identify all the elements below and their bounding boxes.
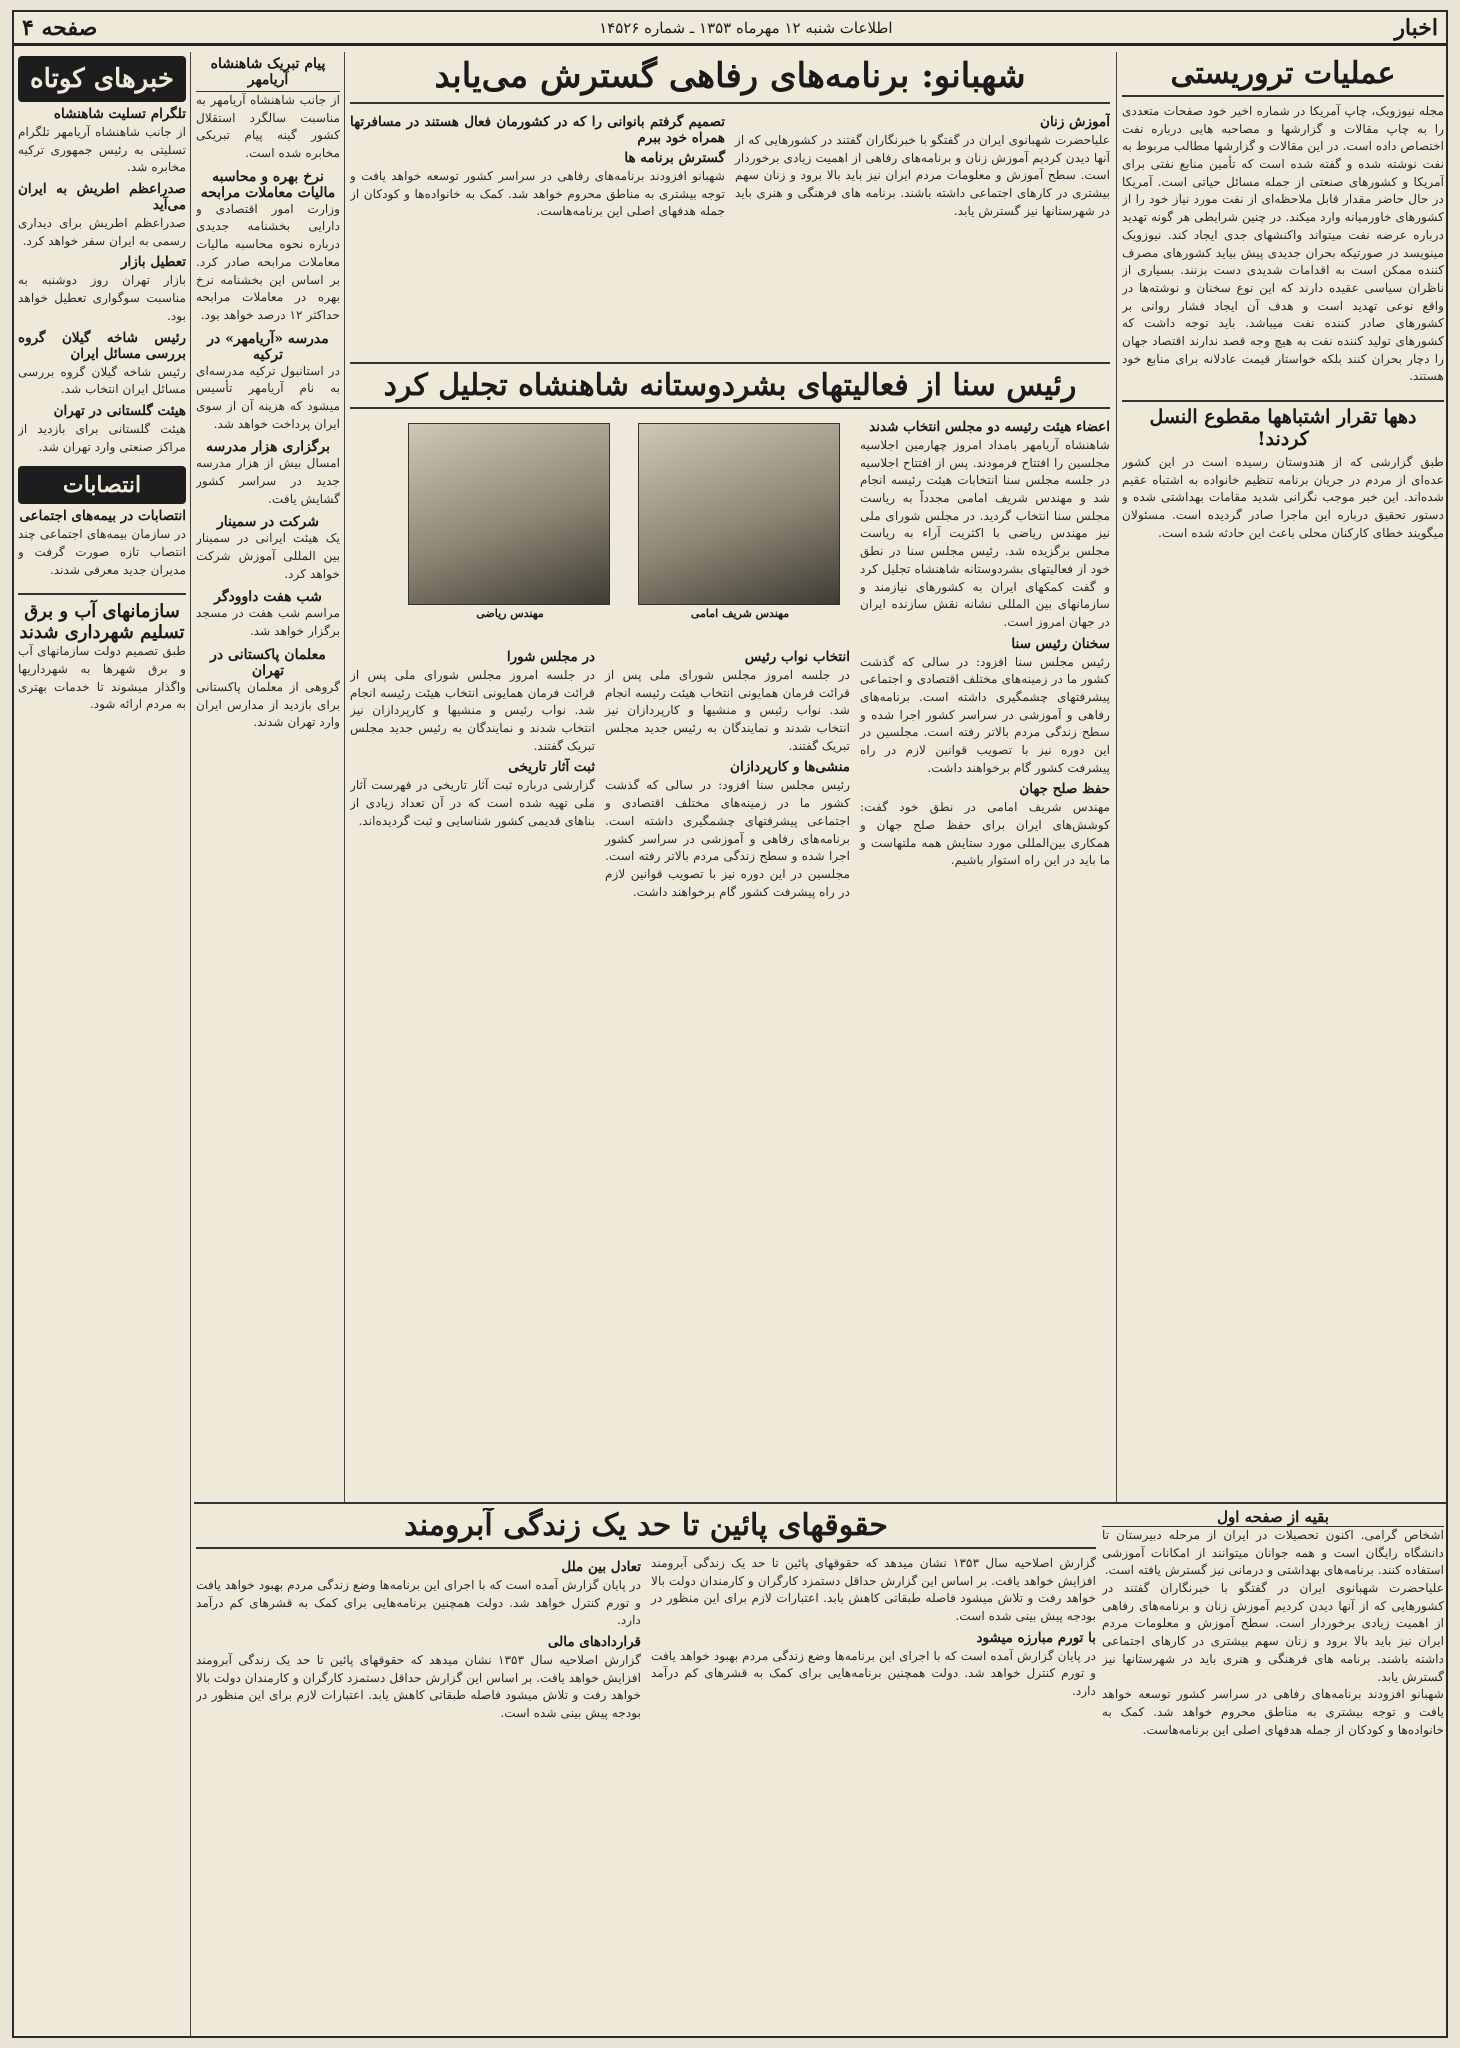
article-body: طبق تصمیم دولت سازمانهای آب و برق شهرها به شهرداریها واگذار میشوند تا خدمات بهتری به مردم ارائه شود. [18, 644, 186, 712]
appointments-banner: انتصابات [18, 466, 186, 504]
article-body: رئیس مجلس سنا افزود: در سالی که گذشت کشور ما در زمینه‌های مختلف اقتصادی و اجتماعی پیشرفتهای چشمگیری داشته است. برنامه‌های رفاهی و آموزشی در سراسر کشور اجرا شده و سطح زندگی مردم بالاتر رفته است. مجلسین در این دوره نیز با تصویب قوانین لازم در راه پیشرفت کشور گام برخواهند داشت. [860, 654, 1110, 775]
page-number: صفحه ۴ [22, 14, 98, 41]
headline: شهبانو: برنامه‌های رفاهی گسترش می‌یابد [350, 56, 1110, 104]
article-body: گروهی از معلمان پاکستانی برای بازدید از مدارس ایران وارد تهران شدند. [196, 679, 340, 730]
article-body: از جانب شاهنشاه آریامهر به مناسبت سالگرد استقلال کشور گینه پیام تبریکی مخابره شده است. [196, 93, 340, 161]
subheading: سخنان رئیس سنا [1011, 635, 1110, 652]
newspaper-page [12, 10, 1448, 2038]
article-shahbanu [350, 56, 1110, 356]
subheading: تعادل بین ملل [561, 1559, 641, 1575]
article-body: رئیس شاخه گیلان گروه بررسی مسائل ایران انتخاب شد. [18, 364, 186, 397]
article-body: علیاحضرت شهبانوی ایران در گفتگو با خبرنگاران گفتند در کشورهایی که از آنها دیدن کردیم آموزش زنان و برنامه‌های رفاهی از اهمیت زیادی برخوردار است. سطح آموزش و معلومات مردم ایران نیز باید بالا برود و زنان سهم بیشتری در کارهای اجتماعی داشته باشند. برنامه های فرهنگی و هنری باید در شهرستانها نیز گسترش یابد. [1102, 1581, 1444, 1684]
article-body: از جانب شاهنشاه آریامهر تلگرام تسلیتی به رئیس جمهوری ترکیه مخابره شد. [18, 125, 186, 175]
article-body: امسال بیش از هزار مدرسه جدید در سراسر کشور گشایش یافت. [196, 456, 340, 506]
article-title: عملیات تروریستی [1122, 56, 1444, 97]
column-rule [344, 52, 345, 1502]
subheading: رئیس شاخه گیلان گروه بررسی مسائل ایران [18, 329, 186, 362]
article-body: مجله نیوزویک، چاپ آمریکا در شماره اخیر خود صفحات متعددی را به چاپ مقالات و گزارشها و مصاحبه هایی درباره نفت اختصاص داده است. در این مقالات و گزارشها مطالب مربوط به نفت نوشته شده و گفته شده است که تأمین منابع نفتی برای آمریکا و کشورهای صنعتی از جمله مسائل حیاتی است. آمریکا در حال حاضر مقدار قابل ملاحظه‌ای از نفت مورد نیاز خود را از کشورهای خاورمیانه وارد میکند. در چنین شرایطی هر گونه تهدید درباره عرضه نفت میتواند واکنشهای جدی ایجاد کند. نیوزویک مینویسد در صورتیکه بحران جدیدی پیش بیاید کشورهای مصرف کننده ممکن است به اقدامات شدیدی دست بزنند. بسیاری از ناظران سیاسی عقیده دارند که این نوع سخنان و نوشته‌ها در واقع نوعی تهدید است و هدف آن ایجاد فشار روانی بر کشورهای صادر کننده نفت میباشد. باید توجه داشت که کشورهای تولید کننده نفت به هیچ وجه قصد ندارند اقتصاد جهان را دچار بحران کنند بلکه خواستار قیمت عادلانه برای منابع خود هستند. [1122, 104, 1444, 384]
subheading: اعضاء هیئت رئیسه دو مجلس انتخاب شدند [869, 419, 1110, 435]
article-body: گزارشی درباره ثبت آثار تاریخی در فهرست آثار ملی تهیه شده است که در آن تعداد زیادی از بناهای قدیمی کشور شناسایی و ثبت گردیده‌اند. [350, 778, 595, 828]
article-body: هیئت گلستانی برای بازدید از مراکز صنعتی وارد تهران شد. [18, 421, 186, 454]
article-title: پیام تبریک شاهنشاه آریامهر [196, 56, 340, 92]
article-body: در پایان گزارش آمده است که با اجرای این برنامه‌ها وضع زندگی مردم بهبود خواهد یافت و تورم کنترل خواهد شد. دولت همچنین برنامه‌هایی برای کمک به قشرهای کم درآمد دارد. [651, 1648, 1096, 1699]
portrait-photo [638, 423, 840, 605]
article-title: برگزاری هزار مدرسه [206, 439, 330, 456]
article-body: وزارت امور اقتصادی و دارایی بخشنامه جدیدی درباره نحوه محاسبه مالیات معاملات مرابحه صادر کرد. بر اساس این بخشنامه نرخ بهره در معاملات مرابحه حداکثر ۱۲ درصد خواهد بود. [196, 201, 340, 322]
article-body: در سازمان بیمه‌های اجتماعی چند انتصاب تازه صورت گرفت و مدیران جدید معرفی شدند. [18, 527, 186, 577]
article-body: شاهنشاه آریامهر بامداد امروز چهارمین اجلاسیه مجلسین را افتتاح فرمودند. پس از افتتاح اجلاسیه در جلسه مجلس سنا انتخابات هیئت رئیسه انجام شد و مهندس شریف امامی مجدداً به ریاست مجلس سنا انتخاب گردید. در مجلس شورای ملی نیز مهندس ریاضی با اکثریت آراء به ریاست مجلس برگزیده شد. رئیس مجلس سنا در نطق خود از فعالیتهای بشردوستانه شاهنشاه تجلیل کرد و گفت کمکهای ایران به کشورهای نیازمند و سازمانهای بین المللی نشانه نقش سازنده ایران در جهان امروز است. [860, 438, 1110, 629]
issue-info: اطلاعات شنبه ۱۲ مهرماه ۱۳۵۳ ـ شماره ۱۴۵۲۶ [599, 18, 893, 37]
subheading: گسترش برنامه ها [624, 150, 725, 166]
article-title: شب هفت داوودگر [214, 589, 322, 606]
article-title: بقیه از صفحه اول [1102, 1508, 1444, 1527]
article-body: شهبانو افزودند برنامه‌های رفاهی در سراسر کشور توسعه خواهد یافت و توجه بیشتری به مناطق محروم خواهد شد. کمک به خانواده‌ها و کودکان از جمله هدفهای اصلی این برنامه‌هاست. [1102, 1687, 1444, 1737]
article-body: مهندس شریف امامی در نطق خود گفت: کوشش‌های ایران برای حفظ صلح جهان و همکاری بین‌المللی مورد ستایش همه ملتهاست و ما باید در این راه استوار باشیم. [860, 800, 1110, 868]
subheading: تلگرام تسلیت شاهنشاه [53, 106, 186, 122]
article-body: در جلسه امروز مجلس شورای ملی پس از قرائت فرمان همایونی انتخاب هیئت رئیسه انجام شد. نواب رئیس و منشیها و کارپردازان نیز انتخاب شدند و نمایندگان به رئیس جدید مجلس تبریک گفتند. [350, 668, 595, 753]
article-body: مراسم شب هفت در مسجد برگزار خواهد شد. [196, 606, 340, 639]
article-body: در پایان گزارش آمده است که با اجرای این برنامه‌ها وضع زندگی مردم بهبود خواهد یافت و تورم کنترل خواهد شد. دولت همچنین برنامه‌هایی برای کمک به قشرهای کم درآمد دارد. [196, 1578, 641, 1628]
article-body: صدراعظم اطریش برای دیداری رسمی به ایران سفر خواهد کرد. [18, 216, 186, 248]
article-title: معلمان پاکستانی در تهران [210, 646, 326, 679]
photo-caption: مهندس ریاضی [476, 607, 544, 620]
article-body: بازار تهران روز دوشنبه به مناسبت سوگواری تعطیل خواهد بود. [18, 273, 186, 323]
article-title: شرکت در سمینار [217, 514, 319, 531]
column-rule [190, 52, 191, 2038]
subheading: تصمیم گرفتم بانوانی را که در کشورمان فعال هستند در مسافرتها همراه خود ببرم [350, 114, 725, 146]
article-continued [1102, 1508, 1444, 2034]
article-title: نرخ بهره و محاسبه مالیات معاملات مرابحه [200, 168, 336, 201]
column-rule [1116, 52, 1117, 1502]
article-body: گزارش اصلاحیه سال ۱۳۵۳ نشان میدهد که حقوقهای پائین تا حد یک زندگی آبرومند افزایش خواهد یافت. بر اساس این گزارش حداقل دستمزد کارگران و کارمندان دولت بالا خواهد رفت و تلاش میشود فاصله طبقاتی کاهش یابد. اعتبارات لازم برای این منظور در بودجه پیش بینی شده است. [196, 1653, 641, 1721]
subheading: صدراعظم اطریش به ایران می‌آید [18, 181, 186, 214]
subheading: آموزش زنان [1040, 114, 1110, 130]
article-title: دهها تقرار اشتباهها مقطوع النسل کردند! [1122, 400, 1444, 450]
section-logo: اخبار [1394, 14, 1438, 41]
subheading: قراردادهای مالی [547, 1634, 641, 1651]
article-body: شهبانو افزودند برنامه‌های رفاهی در سراسر کشور توسعه خواهد یافت و توجه بیشتری به مناطق محروم خواهد شد. کمک به خانواده‌ها و کودکان از جمله هدفهای اصلی این برنامه‌هاست. [350, 169, 725, 219]
article-body: یک هیئت ایرانی در سمینار بین المللی آموزش شرکت خواهد کرد. [196, 531, 340, 581]
article-body: در جلسه امروز مجلس شورای ملی پس از قرائت فرمان همایونی انتخاب هیئت رئیسه انجام شد. نواب رئیس و منشیها و کارپردازان نیز انتخاب شدند و نمایندگان به رئیس جدید مجلس تبریک گفتند. [605, 668, 850, 753]
subheading: تعطیل بازار [120, 254, 186, 271]
article-body: در استانبول ترکیه مدرسه‌ای به نام آریامهر تأسیس میشود که هزینه آن از سوی ایران پرداخت خواهد شد. [196, 363, 340, 431]
section-rule [194, 1502, 1448, 1504]
article-title: سازمانهای آب و برق تسلیم شهرداری شدند [18, 593, 186, 643]
photo-caption: مهندس شریف امامی [690, 607, 790, 620]
article-body: علیاحضرت شهبانوی ایران در گفتگو با خبرنگاران گفتند در کشورهایی که از آنها دیدن کردیم آموزش زنان و برنامه‌های رفاهی از اهمیت زیادی برخوردار است. سطح آموزش و معلومات مردم ایران نیز باید بالا برود و زنان سهم بیشتری در کارهای اجتماعی داشته باشند. برنامه های فرهنگی و هنری باید در شهرستانها نیز گسترش یابد. [735, 133, 1110, 218]
subheading: با تورم مبارزه میشود [976, 1629, 1096, 1646]
article-body: گزارش اصلاحیه سال ۱۳۵۳ نشان میدهد که حقوقهای پائین تا حد یک زندگی آبرومند افزایش خواهد یافت. بر اساس این گزارش حداقل دستمزد کارگران و کارمندان دولت بالا خواهد رفت و تلاش میشود فاصله طبقاتی کاهش یابد. اعتبارات لازم برای این منظور در بودجه پیش بینی شده است. [651, 1556, 1096, 1624]
column-short-news [18, 56, 186, 2036]
subheading: انتخاب نواب رئیس [744, 649, 850, 665]
subheading: انتصابات در بیمه‌های اجتماعی [19, 508, 186, 525]
subheading: منشی‌ها و کارپردازان [730, 759, 850, 776]
article-salaries [196, 1508, 1096, 2034]
subheading: در مجلس شورا [506, 649, 595, 665]
subheading: ثبت آثار تاریخی [508, 759, 595, 776]
article-body: اشخاص گرامی. اکنون تحصیلات در ایران از مرحله دبیرستان تا دانشگاه رایگان است و همه جوانان میتوانند از امکانات آموزشی استفاده کنند. برنامه‌های بهداشتی و درمانی نیز گسترش یافته است. [1102, 1528, 1444, 1578]
headline: رئیس سنا از فعالیتهای بشردوستانه شاهنشاه تجلیل کرد [350, 362, 1110, 409]
headline: حقوقهای پائین تا حد یک زندگی آبرومند [196, 1508, 1096, 1549]
short-news-banner: خبرهای کوتاه [18, 56, 186, 102]
article-title: مدرسه «آریامهر» در ترکیه [207, 330, 329, 363]
article-body: رئیس مجلس سنا افزود: در سالی که گذشت کشور ما در زمینه‌های مختلف اقتصادی و اجتماعی پیشرفتهای چشمگیری داشته است. برنامه‌های رفاهی و آموزشی در سراسر کشور اجرا شده و سطح زندگی مردم بالاتر رفته است. مجلسین در این دوره نیز با تصویب قوانین لازم در راه پیشرفت کشور گام برخواهند داشت. [605, 778, 850, 899]
article-senate [350, 362, 1110, 1497]
subheading: هیئت گلستانی در تهران [53, 402, 186, 419]
masthead [14, 12, 1446, 46]
column-news-mid [196, 56, 340, 1498]
subheading: حفظ صلح جهان [1019, 781, 1110, 798]
article-body: طبق گزارشی که از هندوستان رسیده است در این کشور عده‌ای از مردم در جریان برنامه تنظیم خانواده به اشتباه عقیم شده‌اند. این خبر موجب نگرانی شدید مقامات بهداشتی شده و دستور تحقیق درباره این ماجرا صادر گردیده است. مسئولان میگویند خطای کارکنان محلی باعث این حادثه شده است. [1122, 455, 1444, 540]
column-terror [1122, 56, 1444, 1498]
portrait-photo [408, 423, 610, 605]
